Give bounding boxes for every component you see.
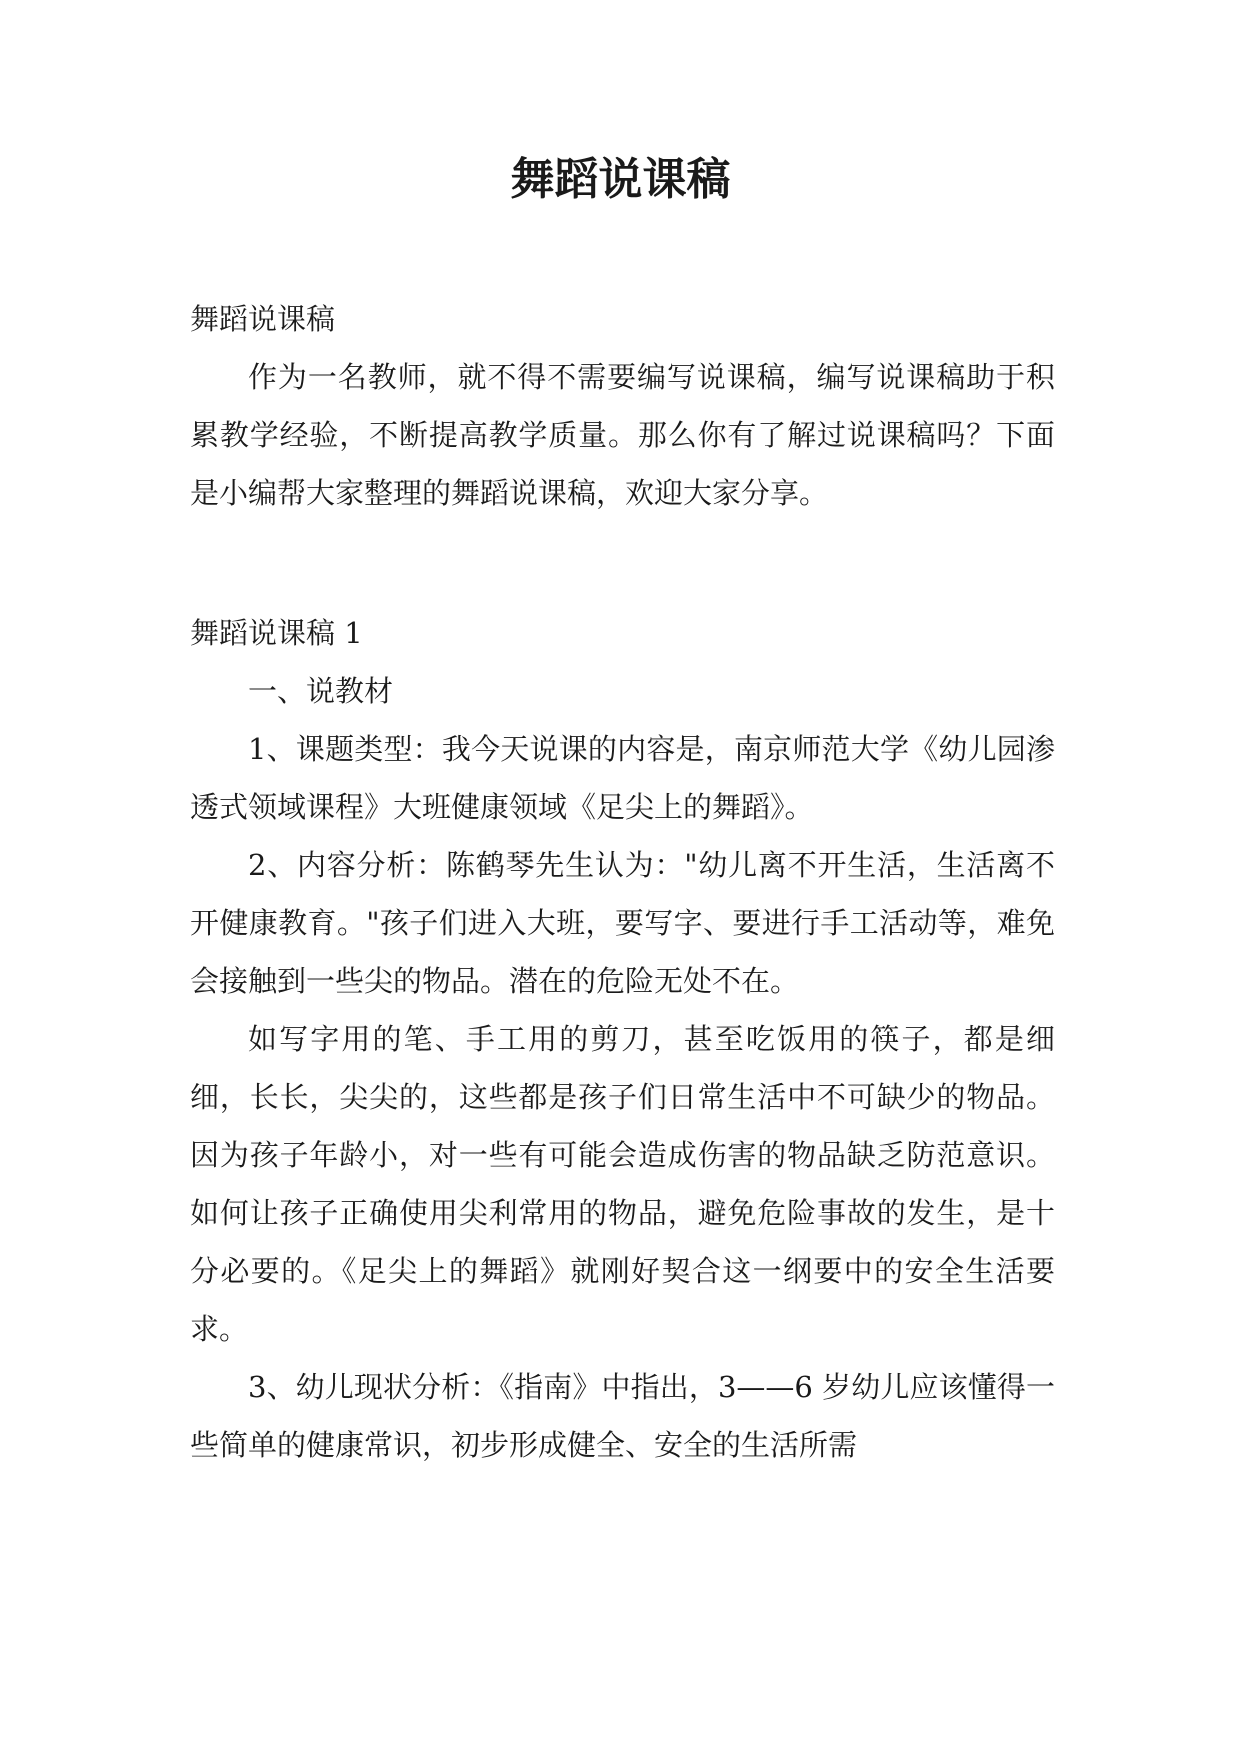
subtitle-paragraph: 舞蹈说课稿 [190,302,336,336]
subsection-heading: 一、说教材 [248,674,394,708]
body-paragraph: 2、内容分析：陈鹤琴先生认为："幼儿离不开生活，生活离不开健康教育。"孩子们进入大班，要写字、要进行手工活动等，难免会接触到一些尖的物品。潜在的危险无处不在。 [190,848,1055,998]
intro-paragraph: 作为一名教师，就不得不需要编写说课稿，编写说课稿助于积累教学经验，不断提高教学质量。那么你有了解过说课稿吗？下面是小编帮大家整理的舞蹈说课稿，欢迎大家分享。 [190,360,1055,510]
body-paragraph: 1、课题类型：我今天说课的内容是，南京师范大学《幼儿园渗透式领域课程》大班健康领域《足尖上的舞蹈》。 [190,732,1055,824]
document-body [190,290,1055,1474]
body-paragraph: 3、幼儿现状分析：《指南》中指出，3——6 岁幼儿应该懂得一些简单的健康常识，初步形成健全、安全的生活所需 [190,1370,1055,1462]
document-title: 舞蹈说课稿 [510,154,731,205]
section-heading: 舞蹈说课稿 1 [190,616,363,650]
body-paragraph: 如写字用的笔、手工用的剪刀，甚至吃饭用的筷子，都是细细，长长，尖尖的，这些都是孩子们日常生活中不可缺少的物品。因为孩子年龄小，对一些有可能会造成伤害的物品缺乏防范意识。如何让孩子正确使用尖利常用的物品，避免危险事故的发生，是十分必要的。《足尖上的舞蹈》就刚好契合这一纲要中的安全生活要求。 [190,1022,1055,1346]
